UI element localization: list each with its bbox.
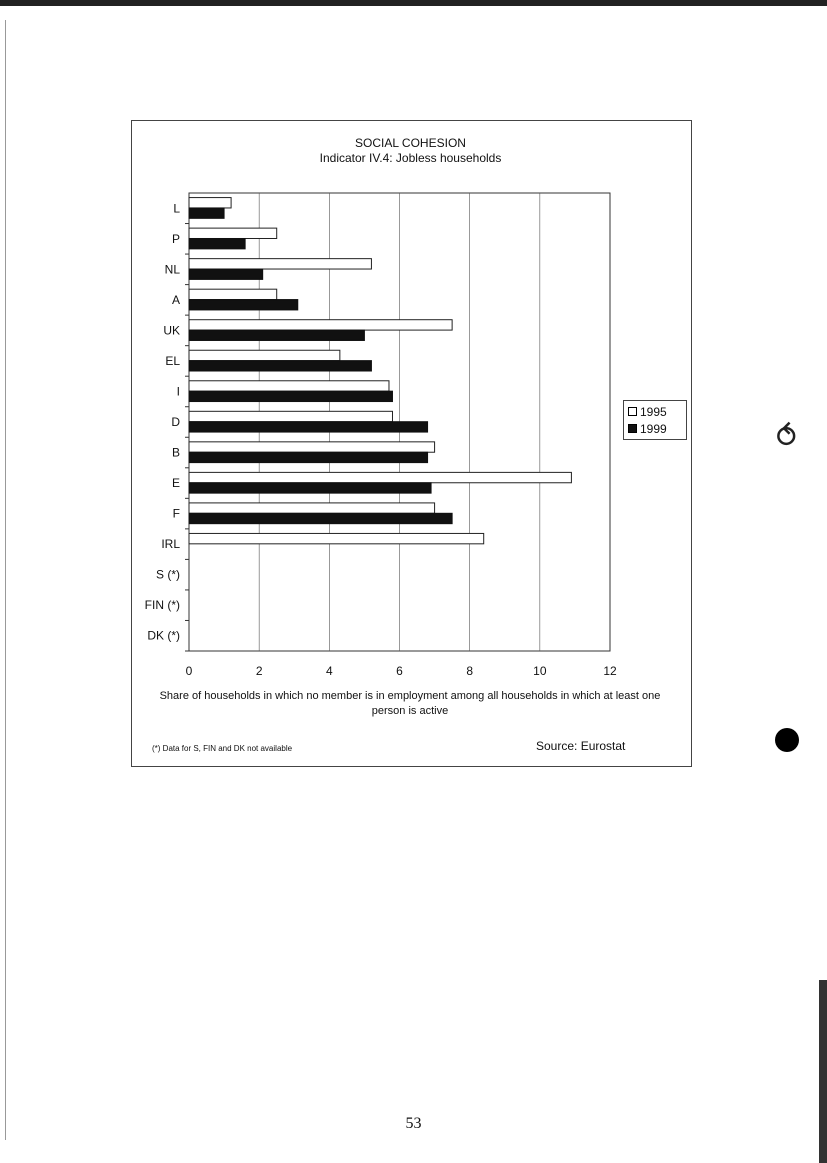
y-tick-label-14: DK (*) [147,628,180,643]
page-number: 53 [405,1115,422,1132]
bar-1995-0 [189,198,231,208]
bar-1995-4 [189,320,452,330]
y-tick-label-1: P [171,231,180,246]
bar-1999-8 [189,452,428,462]
x-tick-label-6: 6 [396,664,403,678]
y-tick-label-11: IRL [161,537,180,552]
data-note: (*) Data for S, FIN and DK not available [152,744,293,753]
bar-1995-5 [189,350,340,360]
legend [623,400,687,440]
bar-1999-9 [189,483,431,493]
y-tick-label-2: NL [164,262,180,277]
bar-1995-7 [189,411,392,421]
y-tick-label-7: D [171,415,180,429]
y-tick-label-12: S (*) [156,567,180,582]
y-tick-label-4: UK [163,323,180,338]
x-tick-label-12: 12 [603,664,617,678]
x-tick-label-8: 8 [466,664,474,678]
legend-item-1999 [628,420,686,437]
x-tick-label-0: 0 [185,664,193,678]
bar-1999-10 [189,513,452,523]
bar-1995-1 [189,228,277,238]
x-tick-label-10: 10 [533,664,547,678]
bar-1995-9 [189,472,571,482]
legend-label-1999: 1999 [640,421,667,436]
bar-1995-3 [189,289,277,299]
y-tick-label-8: B [171,445,180,460]
y-tick-label-13: FIN (*) [144,598,180,613]
legend-label-1995: 1995 [640,404,667,419]
y-tick-label-5: EL [165,353,180,368]
chart-subtitle: Indicator IV.4: Jobless households [319,151,502,165]
bar-1999-4 [189,330,364,340]
legend-swatch-1995 [628,407,637,416]
source-label: Source: Eurostat [536,739,626,753]
y-tick-label-0: L [173,201,180,216]
bar-1995-10 [189,503,435,513]
bar-1999-5 [189,361,371,371]
bar-1999-2 [189,269,263,279]
bar-1999-3 [189,300,298,310]
x-tick-label-2: 2 [255,664,263,678]
chart-title: SOCIAL COHESION [355,136,466,150]
bar-1999-0 [189,208,224,218]
y-tick-label-3: A [171,292,180,307]
y-tick-label-9: E [171,476,180,491]
bar-1999-1 [189,238,245,248]
curl-mark: ⥀ [776,420,797,455]
legend-item-1995 [628,403,686,420]
x-tick-label-4: 4 [325,664,333,678]
bar-1995-2 [189,259,371,269]
y-tick-label-10: F [172,506,180,521]
bar-1995-6 [189,381,389,391]
y-tick-label-6: I [176,384,180,399]
bar-1999-7 [189,422,428,432]
bar-1995-8 [189,442,435,452]
legend-swatch-1999 [628,424,637,433]
bar-1995-11 [189,533,484,543]
bar-1999-6 [189,391,392,401]
chart-caption: Share of households in which no member is in employment among all households in which at least one person is active [159,690,661,717]
